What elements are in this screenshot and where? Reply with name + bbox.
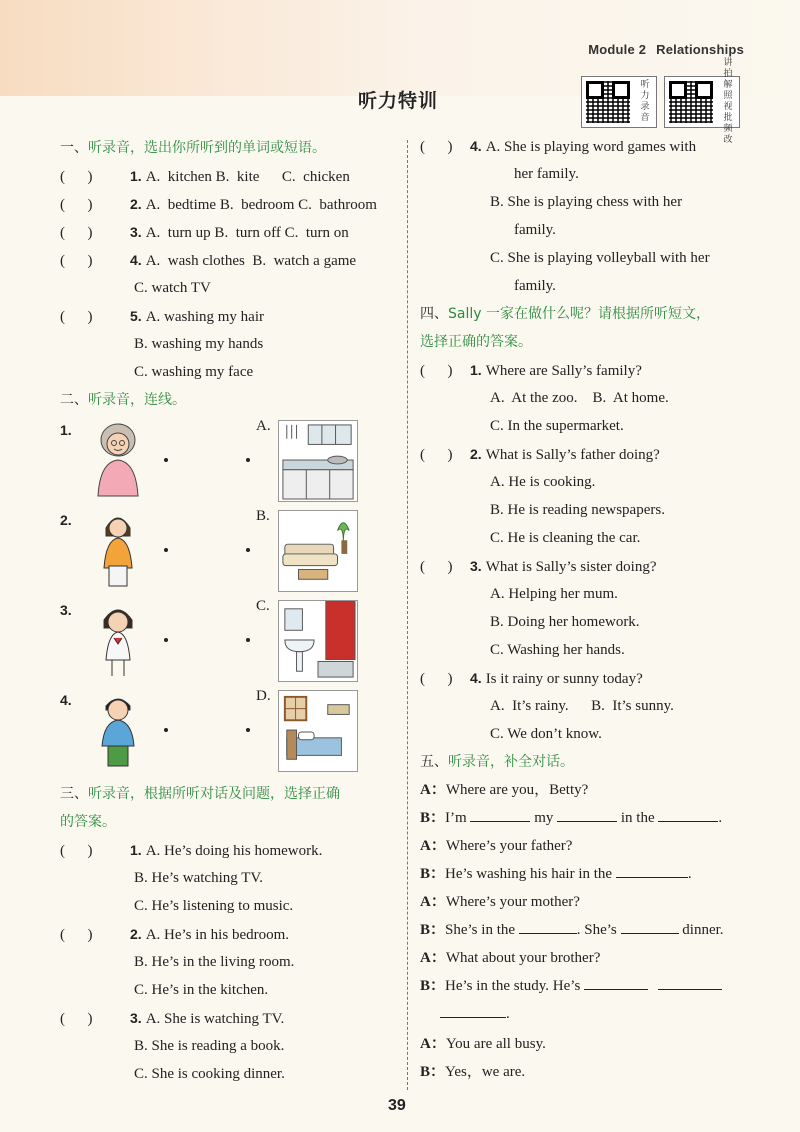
s1-item-3: ( ) 3. A. turn up B. turn off C. turn on <box>60 224 349 241</box>
s4-item-2: ( ) 2. What is Sally’s father doing? <box>420 446 660 463</box>
qr-code-icon <box>665 77 717 127</box>
answer-blank[interactable] <box>519 918 577 934</box>
kitchen-picture <box>278 420 358 502</box>
match-dot-left[interactable] <box>164 458 168 462</box>
s1-item-5-opt-c: C. washing my face <box>134 364 254 380</box>
match-dot-left[interactable] <box>164 728 168 732</box>
s4-item-2-opt-b: B. He is reading newspapers. <box>490 502 665 518</box>
qr-explain[interactable] <box>664 58 740 145</box>
section3-title: 三、听录音，根据所听对话及问题，选择正确 <box>60 786 340 802</box>
dialog-line: B：I’m my in the . <box>420 804 750 832</box>
s3-item-1: ( ) 1. A. He’s doing his homework. <box>60 842 323 859</box>
dialog-line: A：Where’s your father? <box>420 838 573 854</box>
girl-picture <box>90 598 146 678</box>
dialog-line: A：You are all busy. <box>420 1036 546 1052</box>
s3-item-2-opt-c: C. He’s in the kitchen. <box>134 982 269 998</box>
qr-code-icon <box>582 77 634 127</box>
match-dot-right[interactable] <box>246 728 250 732</box>
answer-blank[interactable] <box>658 806 718 822</box>
module-label <box>588 42 744 57</box>
s3-item-4-cont-a: her family. <box>514 166 579 182</box>
s4-item-4-opt-c: C. We don’t know. <box>490 726 602 742</box>
s4-item-2-opt-c: C. He is cleaning the car. <box>490 530 641 546</box>
s3-item-4-opt-c: C. She is playing volleyball with her <box>490 250 710 266</box>
answer-blank[interactable] <box>470 806 530 822</box>
dialog-line: A：Where’s your mother? <box>420 894 580 910</box>
dialog-line: B：He’s in the study. He’s <box>420 972 750 1000</box>
grandma-picture <box>90 418 146 498</box>
dialog-line: B：She’s in the . She’s dinner. <box>420 916 750 944</box>
answer-blank[interactable] <box>616 862 688 878</box>
bedroom-picture <box>278 690 358 772</box>
s3-item-3: ( ) 3. A. She is watching TV. <box>60 1010 285 1027</box>
section3-title-cont: 的答案。 <box>60 814 116 830</box>
s4-item-3-opt-b: B. Doing her homework. <box>490 614 640 630</box>
s4-item-2-opt-a: A. He is cooking. <box>490 474 596 490</box>
qr-listening[interactable] <box>581 76 657 128</box>
column-divider <box>407 140 408 1090</box>
module-unit: Relationships <box>656 42 744 57</box>
s3-item-1-opt-b: B. He’s watching TV. <box>134 870 264 886</box>
match-row: 1. A. <box>60 418 400 508</box>
s1-item-2: ( ) 2. A. bedtime B. bedroom C. bathroom <box>60 196 377 213</box>
page-title: 听力特训 <box>358 90 439 112</box>
living-room-picture <box>278 510 358 592</box>
s1-item-4: ( ) 4. A. wash clothes B. watch a game <box>60 252 357 269</box>
match-dot-right[interactable] <box>246 548 250 552</box>
s4-item-4: ( ) 4. Is it rainy or sunny today? <box>420 670 643 687</box>
match-row: 2. B. <box>60 508 400 598</box>
answer-blank[interactable] <box>658 974 722 990</box>
s4-item-4-opt-ab: A. It’s rainy. B. It’s sunny. <box>490 698 674 714</box>
match-dot-right[interactable] <box>246 638 250 642</box>
s4-item-3-opt-a: A. Helping her mum. <box>490 586 618 602</box>
s1-item-5-opt-b: B. washing my hands <box>134 336 264 352</box>
section2-title: 二、听录音，连线。 <box>60 392 186 408</box>
s3-item-2-opt-b: B. He’s in the living room. <box>134 954 295 970</box>
answer-blank[interactable] <box>584 974 648 990</box>
section4-title: 四、Sally 一家在做什么呢？请根据所听短文， <box>420 306 710 322</box>
dialog-line: . <box>420 1000 750 1030</box>
s3-item-4-cont-b: family. <box>514 222 556 238</box>
s3-item-3-opt-b: B. She is reading a book. <box>134 1038 285 1054</box>
s3-item-1-opt-c: C. He’s listening to music. <box>134 898 294 914</box>
qr-explain-label: 讲 拍 解 照 视 批 频 改 <box>723 58 733 145</box>
s3-item-3-opt-c: C. She is cooking dinner. <box>134 1066 285 1082</box>
match-dot-right[interactable] <box>246 458 250 462</box>
dialog-line: B：He’s washing his hair in the . <box>420 860 750 888</box>
bathroom-picture <box>278 600 358 682</box>
right-column <box>420 132 750 1086</box>
s3-item-4-cont-c: family. <box>514 278 556 294</box>
s1-item-5: ( ) 5. A. washing my hair <box>60 308 265 325</box>
s4-item-3: ( ) 3. What is Sally’s sister doing? <box>420 558 657 575</box>
module-number: Module 2 <box>588 42 647 57</box>
qr-listening-label: 听 力 录 音 <box>640 80 650 123</box>
match-dot-left[interactable] <box>164 548 168 552</box>
s1-item-1: ( ) 1. A. kitchen B. kite C. chicken <box>60 168 350 185</box>
s3-item-2: ( ) 2. A. He’s in his bedroom. <box>60 926 290 943</box>
dialog-line: B：Yes，we are. <box>420 1064 526 1080</box>
page-number: 39 <box>388 1097 406 1114</box>
answer-blank[interactable] <box>440 1002 506 1018</box>
answer-blank[interactable] <box>621 918 679 934</box>
section1-title: 一、听录音，选出你所听到的单词或短语。 <box>60 140 326 156</box>
mother-picture <box>90 508 146 588</box>
match-row: 4. D. <box>60 688 400 778</box>
left-column <box>60 134 400 1088</box>
s1-item-4-cont: C. watch TV <box>134 280 211 296</box>
answer-blank[interactable] <box>557 806 617 822</box>
s4-item-3-opt-c: C. Washing her hands. <box>490 642 625 658</box>
s4-item-1: ( ) 1. Where are Sally’s family? <box>420 362 642 379</box>
s4-item-1-opt-c: C. In the supermarket. <box>490 418 624 434</box>
section4-title-cont: 选择正确的答案。 <box>420 334 532 350</box>
match-row: 3. C. <box>60 598 400 688</box>
dialog-line: A：What about your brother? <box>420 950 601 966</box>
s3-item-4-opt-b: B. She is playing chess with her <box>490 194 683 210</box>
dialog-line: A：Where are you，Betty? <box>420 782 589 798</box>
section5-title: 五、听录音，补全对话。 <box>420 754 574 770</box>
s4-item-1-opt-ab: A. At the zoo. B. At home. <box>490 390 669 406</box>
match-dot-left[interactable] <box>164 638 168 642</box>
s3-item-4: ( ) 4. A. She is playing word games with <box>420 138 697 155</box>
boy-picture <box>90 688 146 768</box>
